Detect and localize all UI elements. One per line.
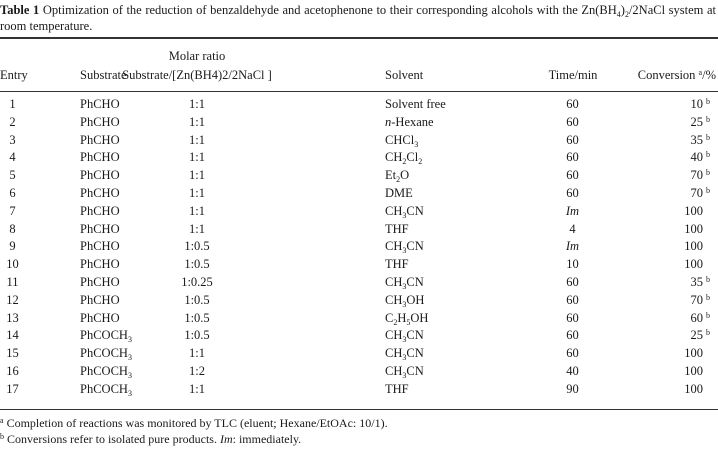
substrate-segment: PhCOCH (80, 328, 128, 343)
solvent-cell (385, 293, 424, 308)
substrate-cell (80, 275, 120, 290)
solvent-segment: 3 (414, 139, 419, 149)
conversion-value: 100 (684, 239, 703, 254)
substrate-cell (80, 364, 132, 379)
entry-cell: 12 (6, 292, 19, 307)
substrate-cell (80, 186, 120, 201)
solvent-segment: CH (385, 275, 403, 289)
ratio-cell: 1:1 (189, 203, 205, 218)
substrate-segment: PhCOCH (80, 364, 128, 378)
conversion-value: 70 (690, 292, 703, 307)
ratio-cell: 1:1 (189, 346, 205, 361)
conversion-cell (684, 222, 710, 237)
table-row (0, 257, 718, 275)
substrate-cell (80, 222, 120, 237)
substrate-segment: 3 (127, 335, 132, 345)
substrate-segment: PhCHO (80, 97, 120, 111)
entry-cell: 13 (6, 310, 19, 325)
table-row (0, 275, 718, 293)
solvent-segment: CH (385, 150, 403, 165)
table-row (0, 204, 718, 222)
conversion-value: 10 (690, 97, 703, 111)
solvent-segment: CH (385, 239, 403, 254)
caption-text: Optimization of the reduction of benzaldehyde and acetophenone to their corresponding alcohols with the Zn(BH (39, 3, 617, 17)
conversion-value: 35 (690, 132, 703, 147)
header-solvent: Solvent (385, 68, 424, 82)
header-conversion (638, 68, 716, 83)
entry-cell: 3 (9, 132, 16, 147)
entry-cell: 17 (6, 381, 19, 396)
footnote-text: Conversions refer to isolated pure products. (4, 432, 220, 446)
solvent-segment: CN (406, 364, 424, 378)
entry-cell: 15 (6, 346, 19, 361)
substrate-segment: PhCHO (80, 310, 120, 325)
table-row (0, 222, 718, 240)
table-row (0, 186, 718, 204)
solvent-cell (385, 204, 424, 219)
entry-cell: 10 (6, 257, 19, 272)
solvent-segment: 2 (418, 157, 423, 167)
conversion-cell (684, 382, 710, 397)
solvent-segment: -Hexane (391, 114, 434, 129)
footnote-mark: a (0, 416, 4, 425)
table-row (0, 168, 718, 186)
solvent-segment: CN (406, 203, 424, 218)
substrate-segment: PhCOCH (80, 381, 128, 396)
ratio-cell: 1:1 (189, 132, 205, 147)
conversion-cell: 35 $^b$ (690, 132, 710, 147)
table-row (0, 239, 718, 257)
conversion-value: 40 (690, 150, 703, 165)
solvent-segment: 3 (402, 299, 407, 309)
conversion-cell (684, 257, 710, 272)
footnote-mark: a (698, 68, 703, 77)
time-cell: 60 (566, 292, 579, 307)
ratio-cell: 1:0.5 (184, 328, 210, 343)
bottom-rule (0, 409, 718, 410)
solvent-segment: CH (385, 364, 403, 378)
ratio-cell: 1:1 (189, 381, 205, 396)
conversion-unit: /% (702, 68, 716, 82)
substrate-cell (80, 115, 120, 130)
header-substrate: Substrate (80, 68, 127, 82)
ratio-cell: 1:1 (189, 114, 205, 129)
conversion-value: 70 (690, 186, 703, 200)
conversion-value: 25 (690, 328, 703, 343)
header-ratio-detail (122, 68, 272, 83)
conversion-cell: 70 $^b$ (690, 168, 710, 183)
conversion-cell: 70 $^b$ (690, 186, 710, 200)
solvent-segment: CH (385, 292, 403, 307)
time-cell: 4 (569, 221, 576, 236)
entry-cell: 14 (6, 328, 19, 343)
solvent-segment: CN (406, 275, 424, 289)
footnote-mark: b (0, 432, 4, 441)
conversion-cell (684, 204, 710, 219)
substrate-segment: PhCHO (80, 168, 120, 183)
solvent-cell (385, 97, 446, 112)
substrate-cell (80, 328, 132, 343)
solvent-segment: 2 (393, 317, 398, 327)
time-cell: Im (565, 239, 580, 254)
conversion-value: 35 (690, 275, 703, 289)
substrate-segment: 3 (127, 353, 132, 363)
solvent-segment: CN (406, 346, 424, 361)
solvent-cell (385, 133, 418, 148)
ratio-cell: 1:0.25 (181, 275, 213, 289)
substrate-cell (80, 97, 120, 112)
footnote-text: : immediately. (232, 432, 302, 446)
conversion-cell: 25 $^b$ (690, 114, 710, 129)
solvent-segment: 2 (402, 157, 407, 167)
table-row (0, 346, 718, 364)
caption-text: /2NaCl system at room temperature. (0, 3, 717, 33)
time-cell: 60 (566, 310, 579, 325)
substrate-segment: PhCHO (80, 132, 120, 147)
header-entry: Entry (0, 68, 28, 82)
substrate-cell (80, 239, 120, 254)
conversion-value: 60 (690, 310, 703, 325)
conversion-value: 100 (684, 203, 703, 218)
footnote-text: Completion of reactions was monitored by TLC (eluent; Hexane/EtOAc: 10/1). (3, 416, 388, 430)
conversion-cell: 40 $^b$ (690, 150, 710, 165)
conversion-cell: 25 $^b$ (690, 328, 710, 343)
substrate-cell (80, 133, 120, 148)
conversion-cell (684, 346, 710, 361)
solvent-segment: THF (385, 221, 409, 236)
solvent-cell (385, 346, 424, 361)
solvent-segment: O (400, 168, 410, 183)
entry-cell: 5 (9, 168, 16, 183)
substrate-cell (80, 311, 120, 326)
substrate-segment: PhCHO (80, 292, 120, 307)
time-cell: 60 (566, 346, 579, 361)
ratio-cell: 1:0.5 (184, 257, 210, 272)
header-molar-ratio: Molar ratio (168, 49, 226, 63)
entry-cell: 4 (9, 150, 16, 165)
ratio-cell: 1:0.5 (184, 239, 210, 254)
conversion-value: 100 (684, 381, 703, 396)
conversion-value: 70 (690, 168, 703, 183)
entry-cell: 8 (9, 221, 16, 236)
substrate-segment: PhCHO (80, 275, 120, 289)
substrate-segment: PhCHO (80, 203, 120, 218)
solvent-segment: n (385, 114, 392, 129)
solvent-segment: 3 (402, 282, 407, 291)
footnote-italic: Im (219, 432, 233, 446)
conversion-cell: 60 $^b$ (690, 310, 710, 325)
substrate-segment: PhCHO (80, 221, 120, 236)
ratio-cell: 1:0.5 (184, 292, 210, 307)
table-label: Table 1 (0, 3, 40, 17)
conversion-value: 100 (684, 346, 703, 361)
substrate-segment: PhCHO (80, 257, 120, 272)
conversion-value: 100 (684, 221, 703, 236)
solvent-cell (385, 186, 413, 201)
table-row (0, 364, 718, 382)
substrate-cell (80, 293, 120, 308)
substrate-cell (80, 382, 132, 397)
time-cell: 60 (566, 328, 579, 343)
caption-sub: 4 (616, 10, 621, 19)
substrate-cell (80, 150, 120, 165)
solvent-segment: Cl (406, 150, 419, 165)
conversion-value: 25 (690, 114, 703, 129)
table-row (0, 328, 718, 346)
time-cell: 60 (566, 97, 579, 111)
solvent-segment: C (385, 310, 394, 325)
solvent-segment: CN (406, 328, 424, 343)
ratio-cell: 1:1 (189, 221, 205, 236)
conversion-label: Conversion (637, 68, 696, 82)
header-rule (0, 91, 718, 92)
solvent-segment: OH (410, 310, 429, 325)
solvent-cell (385, 115, 434, 130)
conversion-value: 100 (684, 364, 703, 378)
table-row (0, 382, 718, 400)
ratio-cell: 1:0.5 (184, 310, 210, 325)
substrate-segment: 3 (127, 388, 132, 398)
time-cell: 60 (566, 275, 579, 289)
caption-text: ) (620, 3, 625, 17)
table-row (0, 133, 718, 151)
time-cell: 60 (566, 114, 579, 129)
substrate-segment: PhCHO (80, 239, 120, 254)
solvent-segment: CN (406, 239, 424, 254)
solvent-cell (385, 311, 428, 326)
header-ratio-text: Substrate/[Zn(BH4)2/2NaCl ] (122, 68, 272, 82)
conversion-cell (684, 239, 710, 254)
entry-cell: 7 (9, 203, 16, 218)
solvent-segment: DME (385, 186, 413, 200)
ratio-cell: 1:1 (189, 97, 205, 111)
header-time: Time/min (548, 68, 598, 82)
entry-cell: 6 (9, 186, 16, 200)
solvent-cell (385, 382, 409, 397)
time-cell: 60 (566, 150, 579, 165)
ratio-cell: 1:1 (189, 150, 205, 165)
solvent-cell (385, 150, 422, 165)
conversion-cell (684, 364, 710, 379)
entry-cell: 11 (6, 275, 19, 289)
entry-cell: 16 (6, 364, 19, 378)
entry-cell: 1 (9, 97, 16, 111)
solvent-cell (385, 328, 424, 343)
ratio-cell: 1:2 (189, 364, 205, 378)
conversion-cell: 70 $^b$ (690, 292, 710, 307)
solvent-segment: Et (385, 168, 397, 183)
solvent-segment: 3 (402, 371, 407, 380)
solvent-cell (385, 222, 409, 237)
time-cell: 40 (566, 364, 579, 378)
solvent-segment: 5 (406, 317, 411, 327)
table-caption (0, 2, 716, 34)
solvent-cell (385, 364, 424, 379)
footnote-a (0, 416, 388, 431)
solvent-segment: OH (406, 292, 425, 307)
time-cell: 60 (566, 186, 579, 200)
solvent-segment: THF (385, 381, 409, 396)
entry-cell: 9 (9, 239, 16, 254)
solvent-segment: 2 (396, 175, 401, 185)
entry-cell: 2 (9, 114, 16, 129)
solvent-segment: 3 (402, 335, 407, 345)
solvent-segment: Solvent free (385, 97, 446, 111)
ratio-cell: 1:1 (189, 168, 205, 183)
table-row (0, 150, 718, 168)
solvent-segment: CH (385, 328, 403, 343)
solvent-segment: H (397, 310, 407, 325)
time-cell: 10 (566, 257, 579, 272)
substrate-cell (80, 257, 120, 272)
solvent-segment: CHCl (385, 132, 415, 147)
substrate-segment: PhCHO (80, 150, 120, 165)
caption-sub: 2 (624, 10, 629, 19)
ratio-cell: 1:1 (189, 186, 205, 200)
solvent-segment: CH (385, 203, 403, 218)
table-row (0, 311, 718, 329)
conversion-value: 100 (684, 257, 703, 272)
substrate-cell (80, 204, 120, 219)
substrate-segment: PhCOCH (80, 346, 128, 361)
solvent-cell (385, 257, 409, 272)
time-cell: Im (565, 203, 580, 218)
solvent-segment: CH (385, 346, 403, 361)
time-cell: 90 (566, 381, 579, 396)
solvent-cell (385, 239, 424, 254)
footnote-b (0, 432, 301, 447)
conversion-cell: 10 $^b$ (690, 97, 710, 111)
solvent-segment: 3 (402, 246, 407, 256)
solvent-segment: 3 (402, 210, 407, 220)
table-row (0, 97, 718, 115)
time-cell: 60 (566, 132, 579, 147)
solvent-cell (385, 275, 424, 290)
substrate-cell (80, 168, 120, 183)
substrate-segment: 3 (127, 371, 132, 380)
time-cell: 60 (566, 168, 579, 183)
solvent-cell (385, 168, 409, 183)
substrate-segment: PhCHO (80, 114, 120, 129)
top-rule (0, 37, 718, 39)
substrate-segment: PhCHO (80, 186, 120, 200)
solvent-segment: THF (385, 257, 409, 272)
conversion-cell: 35 $^b$ (690, 275, 710, 289)
solvent-segment: 3 (402, 353, 407, 363)
table-row (0, 293, 718, 311)
table-row (0, 115, 718, 133)
substrate-cell (80, 346, 132, 361)
